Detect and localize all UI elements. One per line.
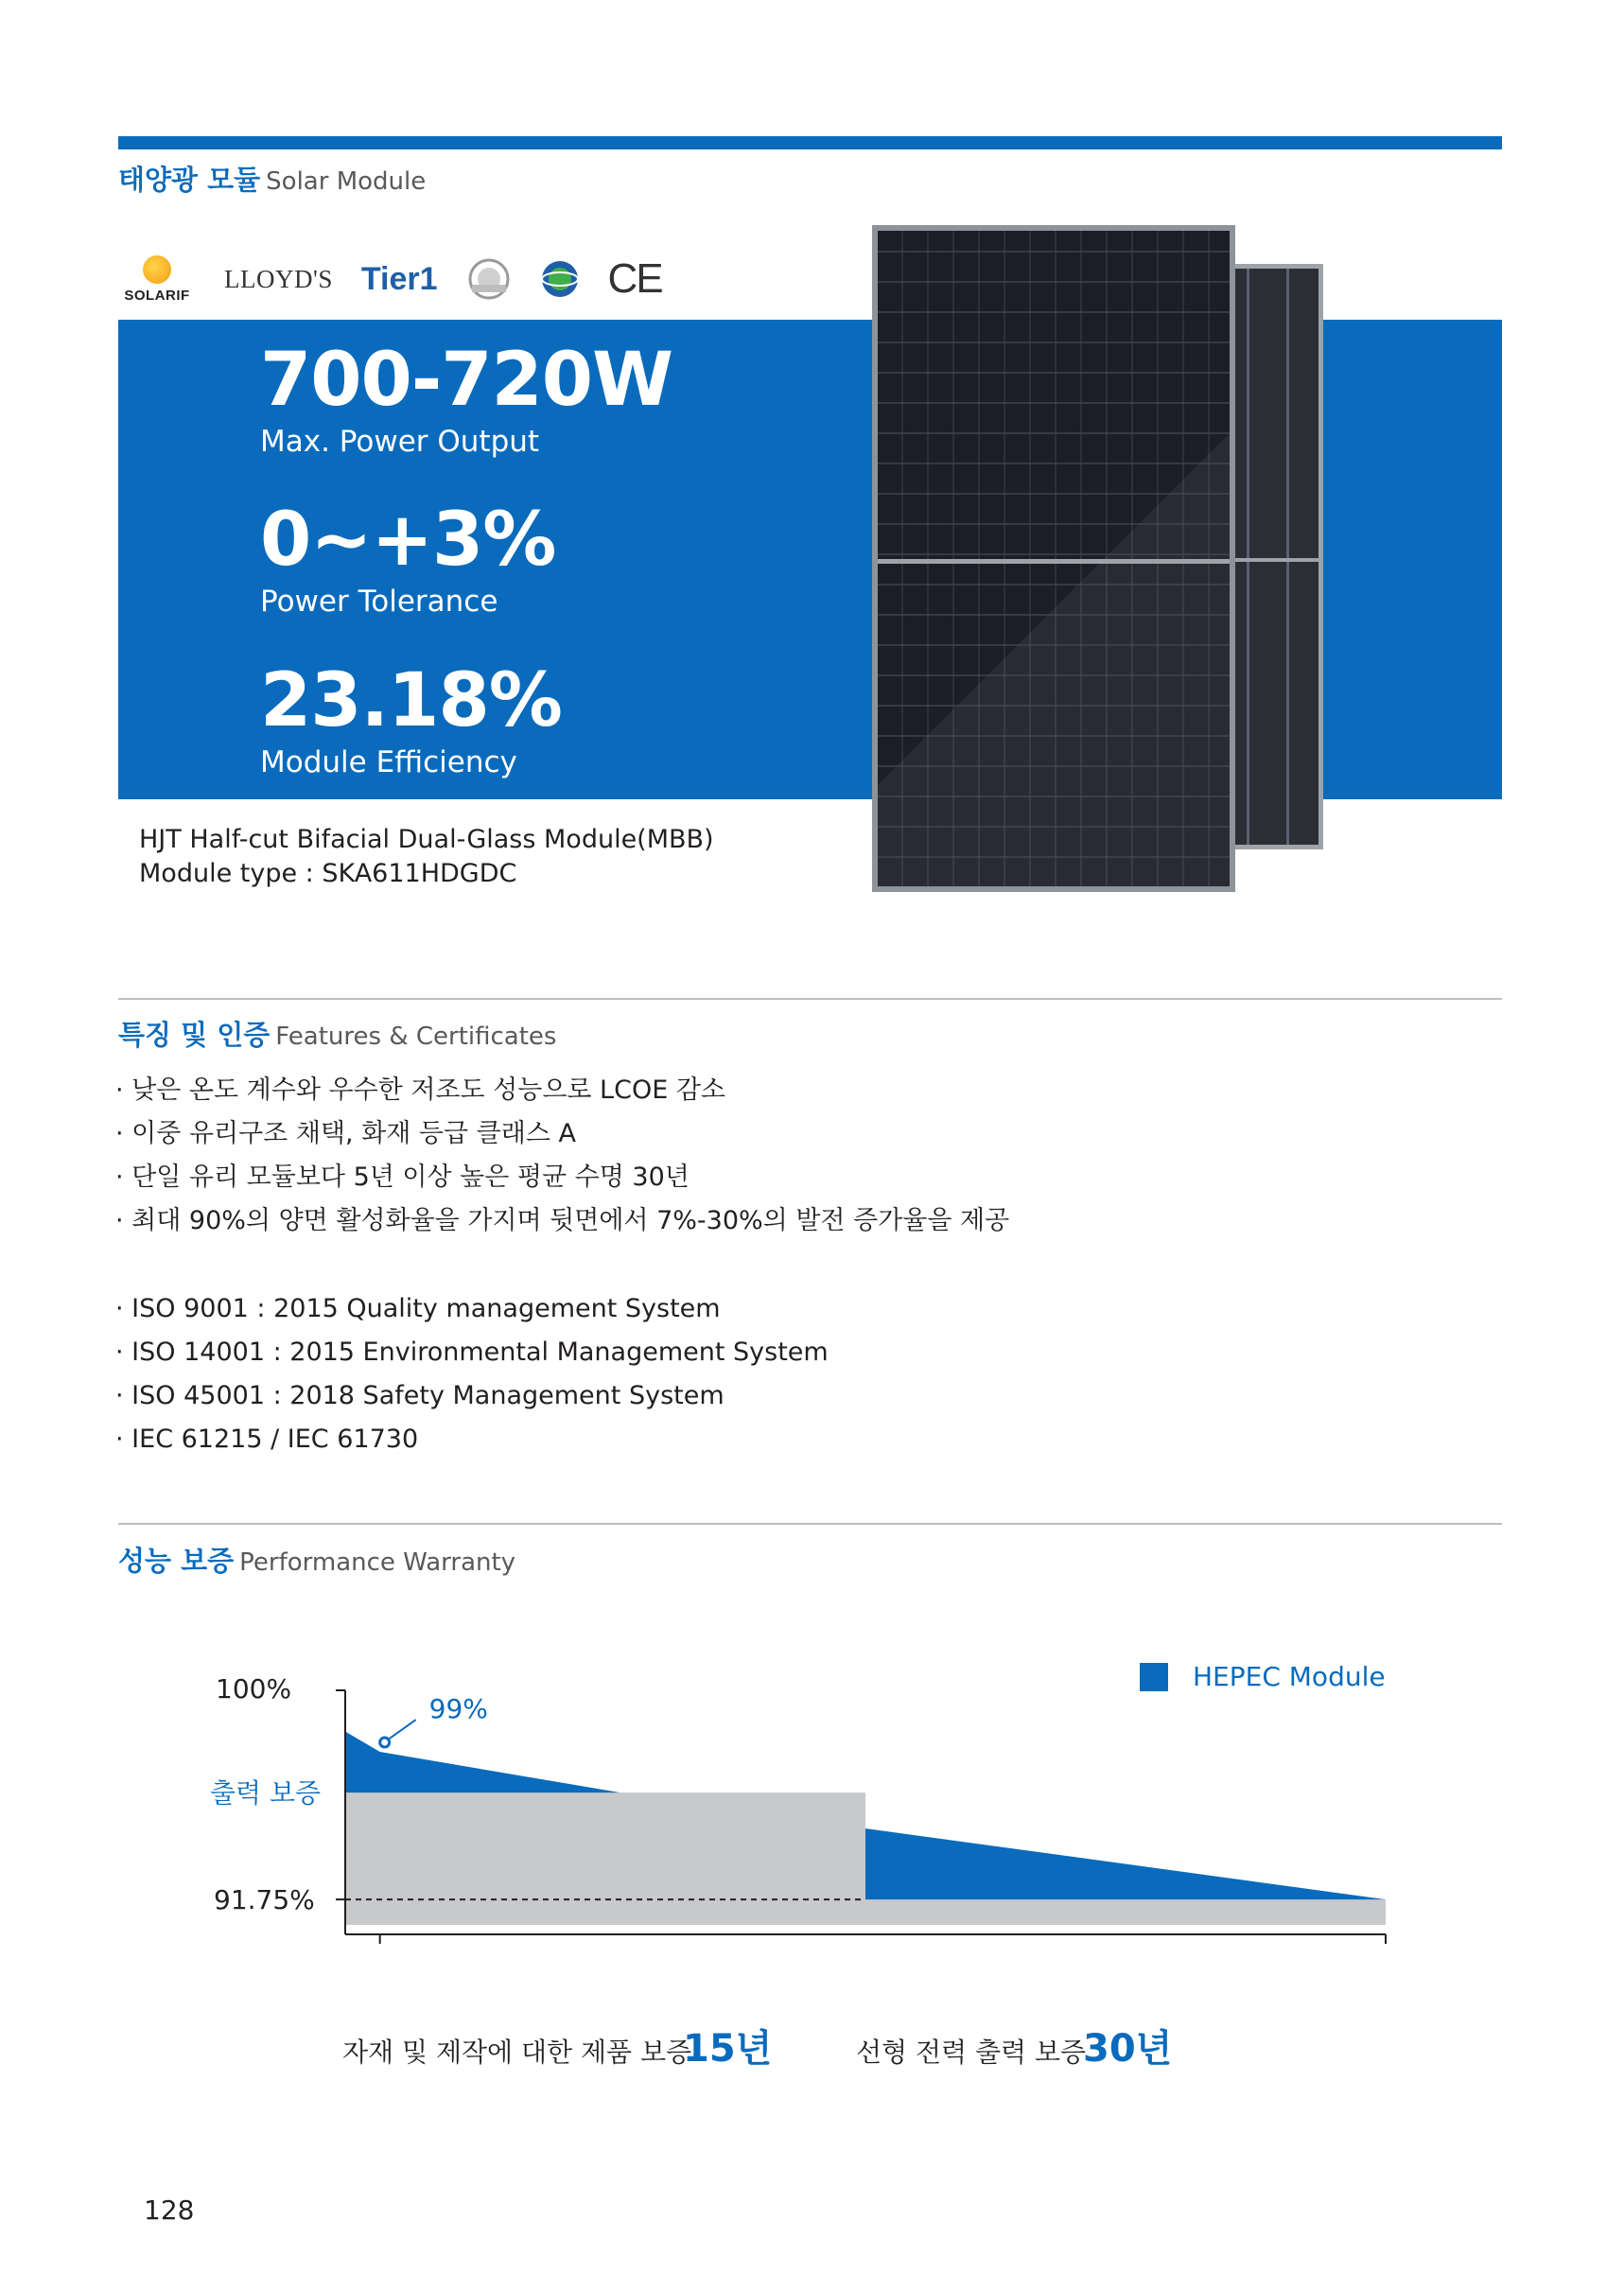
section-title-solar-module bbox=[118, 159, 426, 198]
title-ko: 성능 보증 bbox=[118, 1545, 235, 1577]
list-item: · 이중 유리구조 채택, 화재 등급 클래스 A bbox=[115, 1112, 1009, 1156]
tier1-logo: Tier1 bbox=[360, 260, 438, 297]
spec-module-efficiency bbox=[260, 658, 562, 779]
spec-value: 700-720W bbox=[260, 338, 673, 423]
list-item: · ISO 14001 : 2015 Environmental Management System bbox=[115, 1331, 829, 1374]
title-ko: 특징 및 인증 bbox=[118, 1019, 271, 1051]
spec-value: 23.18% bbox=[260, 658, 562, 743]
footer-product-warranty-text: 자재 및 제작에 대한 제품 보증 bbox=[342, 2037, 692, 2068]
module-type: Module type : SKA611HDGDC bbox=[139, 859, 517, 888]
footer-output-warranty-text: 선형 전력 출력 보증 bbox=[856, 2037, 1087, 2068]
globe-certification-icon bbox=[540, 259, 580, 299]
warranty-step-area bbox=[345, 1792, 1386, 1925]
list-item: · IEC 61215 / IEC 61730 bbox=[115, 1418, 829, 1461]
list-item: · 단일 유리 모듈보다 5년 이상 높은 평균 수명 30년 bbox=[115, 1156, 1009, 1199]
certificates-list bbox=[115, 1287, 829, 1461]
divider bbox=[118, 998, 1502, 1000]
list-item: · ISO 9001 : 2015 Quality management System bbox=[115, 1287, 829, 1331]
y-label-warranty: 출력 보증 bbox=[210, 1777, 322, 1810]
section-title-warranty bbox=[118, 1540, 515, 1579]
list-item: · 최대 90%의 양면 활성화율을 가지며 뒷면에서 7%-30%의 발전 증가율을 제공 bbox=[115, 1199, 1009, 1243]
spec-label: Power Tolerance bbox=[260, 585, 498, 619]
sun-icon bbox=[143, 255, 171, 284]
annotation-label: 99% bbox=[428, 1693, 488, 1725]
module-info bbox=[139, 823, 714, 891]
lloyds-logo: LLOYD'S bbox=[224, 264, 333, 293]
top-bar bbox=[118, 136, 1502, 149]
divider bbox=[118, 1523, 1502, 1525]
annotation-leader bbox=[390, 1720, 416, 1739]
title-ko: 태양광 모듈 bbox=[118, 164, 261, 196]
chart-legend bbox=[1140, 1661, 1386, 1692]
legend-label: HEPEC Module bbox=[1193, 1661, 1386, 1692]
solar-panel-front-image bbox=[872, 225, 1235, 892]
title-en: Performance Warranty bbox=[239, 1548, 516, 1577]
spec-power-tolerance bbox=[260, 498, 556, 619]
ce-mark-text: CE bbox=[607, 255, 662, 302]
spec-label: Max. Power Output bbox=[260, 425, 540, 459]
solarif-text: SOLARIF bbox=[124, 287, 190, 304]
annotation-marker bbox=[380, 1738, 390, 1747]
title-en: Solar Module bbox=[266, 167, 427, 196]
list-item: · ISO 45001 : 2018 Safety Management System bbox=[115, 1374, 829, 1418]
legend-swatch bbox=[1140, 1663, 1168, 1691]
spec-value: 0~+3% bbox=[260, 498, 556, 583]
spec-label: Module Efficiency bbox=[260, 745, 517, 779]
certification-logos bbox=[118, 248, 690, 310]
page-number: 128 bbox=[144, 2194, 195, 2226]
y-label-91: 91.75% bbox=[214, 1884, 315, 1916]
ce-mark-icon bbox=[608, 255, 662, 303]
footer-product-warranty-value: 15년 bbox=[683, 2027, 773, 2071]
title-en: Features & Certificates bbox=[275, 1023, 557, 1051]
section-title-features bbox=[118, 1014, 556, 1053]
spec-max-power bbox=[260, 338, 673, 459]
list-item: · 낮은 온도 계수와 우수한 저조도 성능으로 LCOE 감소 bbox=[115, 1069, 1009, 1112]
certification-seal-icon bbox=[466, 256, 512, 302]
features-list bbox=[115, 1069, 1009, 1243]
solarif-logo bbox=[118, 255, 196, 304]
module-description: HJT Half-cut Bifacial Dual-Glass Module(MBB) bbox=[139, 825, 714, 854]
footer-output-warranty-value: 30년 bbox=[1083, 2027, 1173, 2071]
y-label-100: 100% bbox=[216, 1673, 292, 1705]
